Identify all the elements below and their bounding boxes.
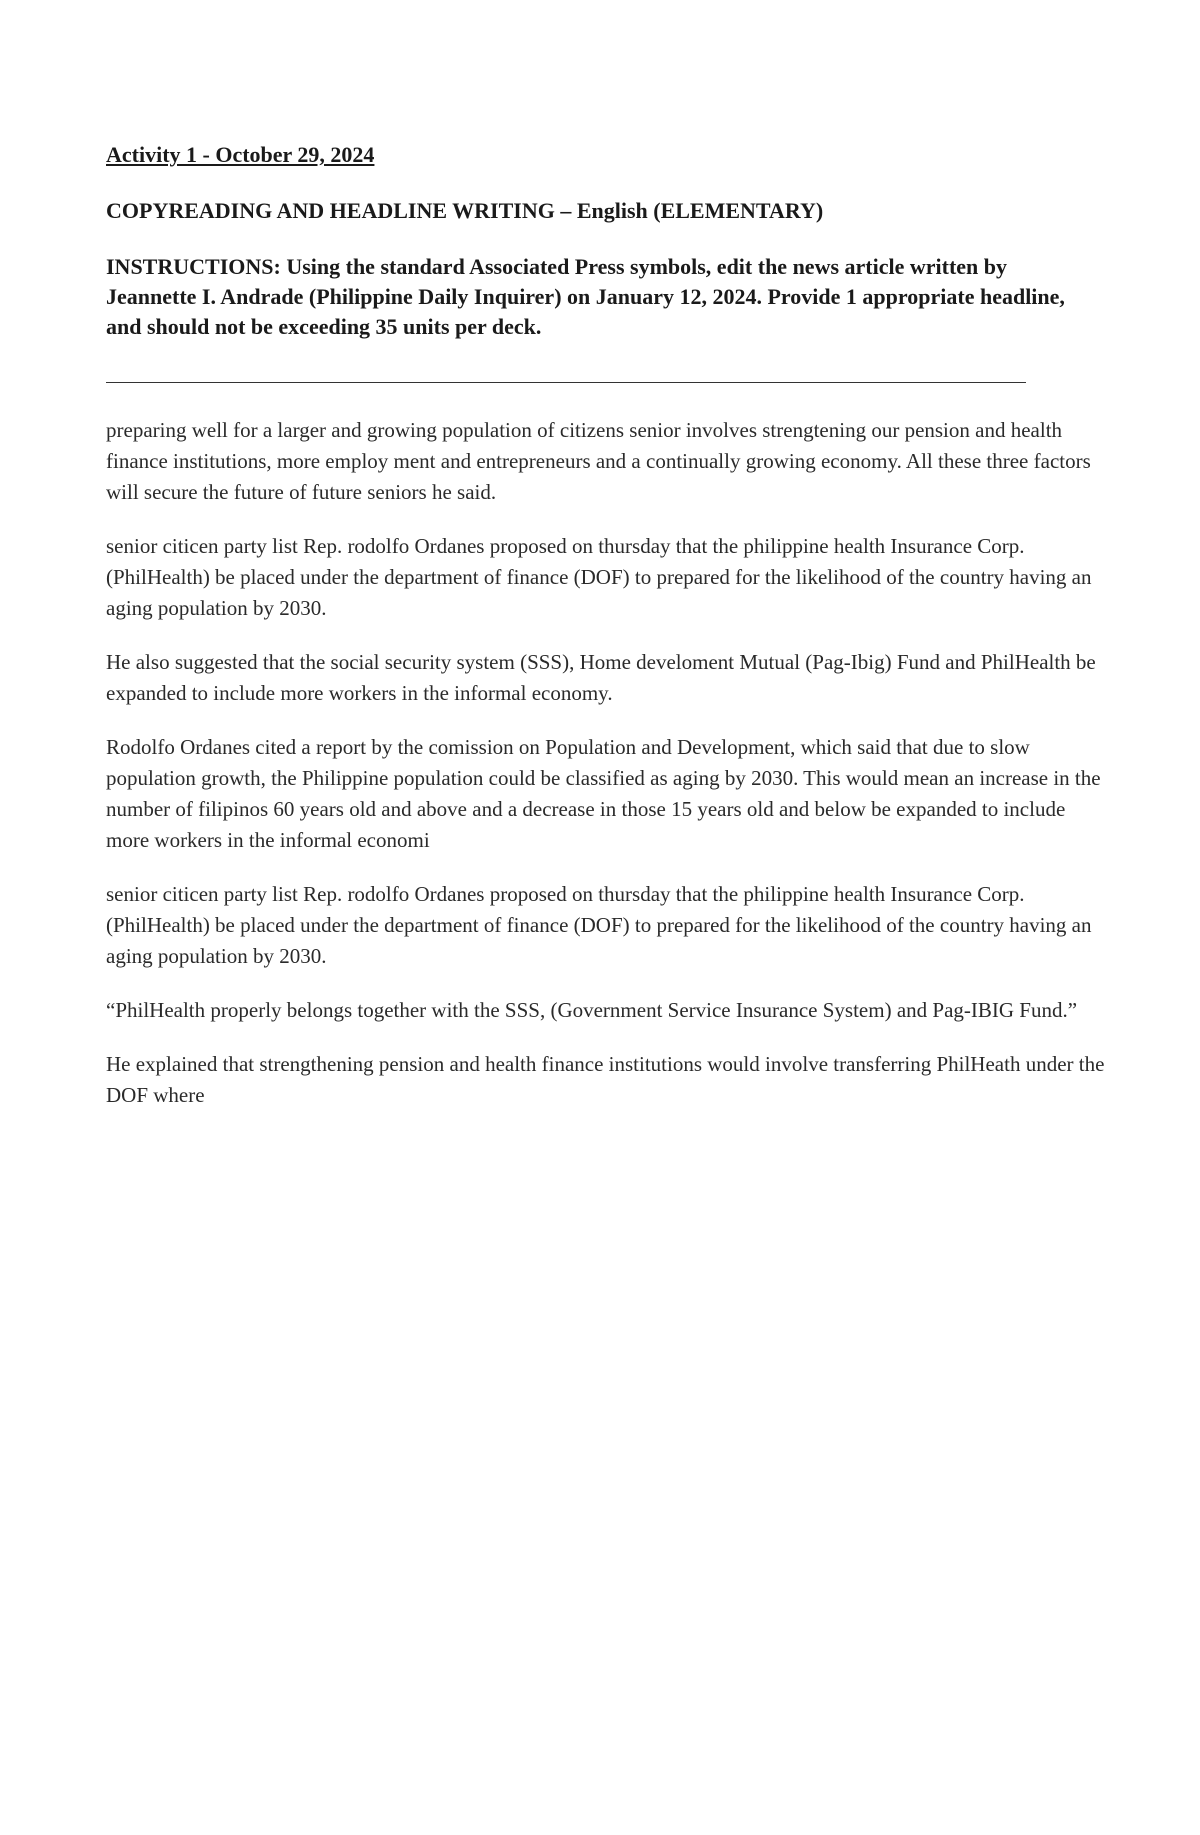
horizontal-rule xyxy=(106,382,1026,383)
article-paragraph-1: preparing well for a larger and growing population of citizens senior involves strengtening our pension and health finance institutions, more employ ment and entrepreneurs and a continually growing economy. All these three factors will secure the future of future seniors he said. xyxy=(106,418,1091,504)
article-paragraph-7: He explained that strengthening pension and health finance institutions would involve transferring PhilHeath under the DOF where xyxy=(106,1052,1105,1107)
instructions xyxy=(106,252,1096,342)
document-page xyxy=(106,140,1106,1134)
activity-title: Activity 1 - October 29, 2024 xyxy=(106,142,375,167)
article-paragraph-6: “PhilHealth properly belongs together with the SSS, (Government Service Insurance System) and Pag-IBIG Fund.” xyxy=(106,998,1078,1022)
article-paragraph-4: Rodolfo Ordanes cited a report by the comission on Population and Development, which said that due to slow population growth, the Philippine population could be classified as aging by 2030. This would mean an increase in the number of filipinos 60 years old and above and a decrease in those 15 years old and below be expanded to include more workers in the informal economi xyxy=(106,735,1101,852)
news-article xyxy=(106,415,1106,1111)
instructions-label: INSTRUCTIONS: xyxy=(106,254,281,279)
instructions-text: Using the standard Associated Press symbols, edit the news article written by Jeannette I. Andrade (Philippine Daily Inquirer) on January 12, 2024. Provide 1 appropriate headline, and should not be exceeding 35 units per deck. xyxy=(106,254,1065,339)
section-title: COPYREADING AND HEADLINE WRITING – English (ELEMENTARY) xyxy=(106,198,824,223)
article-paragraph-5: senior citicen party list Rep. rodolfo Ordanes proposed on thursday that the philippine health Insurance Corp. (PhilHealth) be placed under the department of finance (DOF) to prepared for the likelihood of the country having an aging population by 2030. xyxy=(106,882,1092,968)
article-paragraph-2: senior citicen party list Rep. rodolfo Ordanes proposed on thursday that the philippine health Insurance Corp. (PhilHealth) be placed under the department of finance (DOF) to prepared for the likelihood of the country having an aging population by 2030. xyxy=(106,534,1092,620)
article-paragraph-3: He also suggested that the social security system (SSS), Home develoment Mutual (Pag-Ibig) Fund and PhilHealth be expanded to include more workers in the informal economy. xyxy=(106,650,1096,705)
